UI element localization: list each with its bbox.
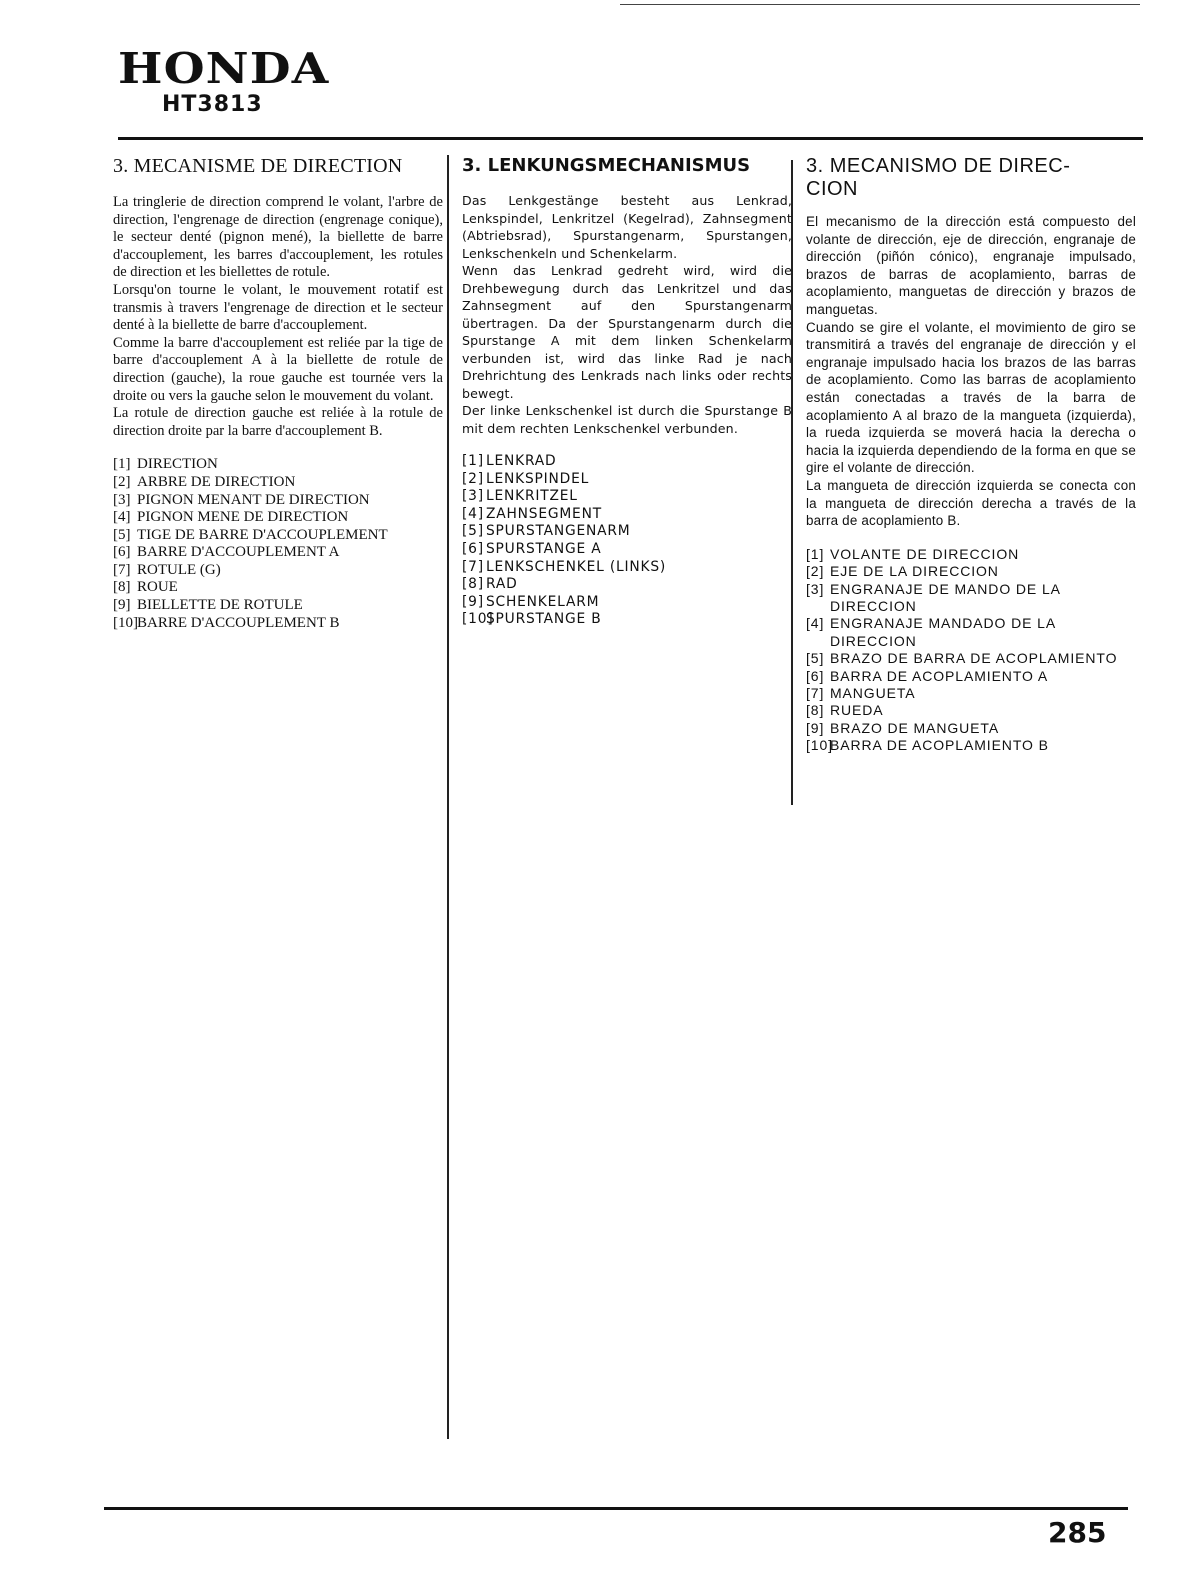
spanish-parts-list <box>806 546 1136 755</box>
list-item: [3] PIGNON MENANT DE DIRECTION <box>113 491 370 508</box>
list-item: [5] BRAZO DE BARRA DE ACOPLAMIENTO <box>806 650 1118 667</box>
german-paragraph-1: Das Lenkgestänge besteht aus Lenkrad, Lenkspindel, Lenkritzel (Kegelrad), Zahnsegment (Abtriebsrad), Spurstangenarm, Spurstangen, Lenkschenkeln und Schenkelarm. <box>462 193 792 261</box>
list-item: [9] BIELLETTE DE ROTULE <box>113 597 303 614</box>
french-title: 3. MECANISME DE DIRECTION <box>113 155 403 177</box>
top-hairline <box>620 4 1140 5</box>
list-item: [2] EJE DE LA DIRECCION <box>806 563 999 580</box>
list-item: [10] BARRA DE ACOPLAMIENTO B <box>806 737 1049 754</box>
footer-rule <box>104 1507 1128 1510</box>
spanish-column <box>806 155 1136 755</box>
list-item: [8] RUEDA <box>806 702 884 719</box>
list-item: [9] BRAZO DE MANGUETA <box>806 719 1000 736</box>
spanish-paragraph-1: El mecanismo de la dirección está compuesto del volante de dirección, eje de dirección, engranaje de dirección (piñón cónico), engranaje impulsado, brazos de barras de acoplamiento, barras de acoplamiento, manguetas de dirección y brazos de manguetas. <box>806 214 1136 317</box>
spanish-paragraph-3: La mangueta de dirección izquierda se conecta con la mangueta de dirección derecha a través de la barra de acoplamiento B. <box>806 477 1136 529</box>
list-item: [4] ENGRANAJE MANDADO DE LA DIRECCION <box>806 615 1056 649</box>
list-item: [7] ROTULE (G) <box>113 561 221 578</box>
list-item: [5] TIGE DE BARRE D'ACCOUPLEMENT <box>113 526 388 543</box>
page-number: 285 <box>1048 1516 1107 1549</box>
list-item: [1] LENKRAD <box>462 453 557 469</box>
german-paragraph-3: Der linke Lenkschenkel ist durch die Spurstange B mit dem rechten Lenkschenkel verbunden. <box>462 403 792 436</box>
model-number: HT3813 <box>162 92 263 117</box>
header-rule <box>118 137 1143 140</box>
list-item: [8] ROUE <box>113 579 178 596</box>
list-item: [1] VOLANTE DE DIRECCION <box>806 545 1020 562</box>
german-column <box>462 155 792 629</box>
german-title: 3. LENKUNGSMECHANISMUS <box>462 155 751 176</box>
list-item: [6] SPURSTANGE A <box>462 540 602 557</box>
list-item: [9] SCHENKELARM <box>462 593 600 610</box>
list-item: [10] BARRE D'ACCOUPLEMENT B <box>113 614 340 631</box>
list-item: [7] MANGUETA <box>806 684 916 701</box>
french-paragraph-2: Lorsqu'on tourne le volant, le mouvement rotatif est transmis à travers l'engrenage de direction et le secteur denté à la biellette de barre d'accouplement. <box>113 281 443 334</box>
list-item: [2] ARBRE DE DIRECTION <box>113 473 296 490</box>
column-divider-1 <box>447 155 449 1439</box>
list-item: [4] ZAHNSEGMENT <box>462 505 602 522</box>
french-column <box>113 155 443 632</box>
list-item: [4] PIGNON MENE DE DIRECTION <box>113 509 349 526</box>
french-paragraph-3: Comme la barre d'accouplement est reliée par la tige de barre d'accouplement A à la biellette de rotule de direction (gauche), la roue gauche est tournée vers la droite ou vers la gauche selon le mouvement du volant. <box>113 334 443 404</box>
list-item: [8] RAD <box>462 576 518 593</box>
spanish-paragraph-2: Cuando se gire el volante, el movimiento de giro se transmitirá a través del engranaje de dirección y el engranaje impulsado hacia los brazos de las barras de acoplamiento. Como las barras de acoplamiento están conectadas a través de la barra de acoplamiento A al brazo de la mangueta (izquierda), la rueda izquierda se moverá hacia la derecha o hacia la izquierda dependiendo de la forma en que se gire el volante de dirección. <box>806 319 1136 476</box>
french-paragraph-1: La tringlerie de direction comprend le volant, l'arbre de direction, l'engrenage de direction (engrenage conique), le secteur denté (pignon mené), la biellette de barre d'accouplement, les barres d'accouplement, les rotules de direction et les biellettes de rotule. <box>113 194 443 281</box>
list-item: [3] LENKRITZEL <box>462 488 578 505</box>
list-item: [2] LENKSPINDEL <box>462 470 590 487</box>
list-item: [10] SPURSTANGE B <box>462 611 602 628</box>
german-paragraph-2: Wenn das Lenkrad gedreht wird, wird die Drehbewegung durch das Lenkritzel und das Zahnsegment auf den Spurstangenarm übertragen. Da der Spurstangenarm durch die Spurstange A mit dem linken Schenkelarm verbunden ist, wird das linke Rad je nach Drehrichtung des Lenkrads nach links oder rechts bewegt. <box>462 263 792 401</box>
list-item: [5] SPURSTANGENARM <box>462 523 631 540</box>
spanish-title: 3. MECANISMO DE DIREC- CION <box>806 155 1071 200</box>
german-parts-list <box>462 453 792 629</box>
french-paragraph-4: La rotule de direction gauche est reliée à la rotule de direction droite par la barre d'accouplement B. <box>113 405 443 439</box>
list-item: [6] BARRA DE ACOPLAMIENTO A <box>806 667 1049 684</box>
list-item: [1] DIRECTION <box>113 456 218 473</box>
list-item: [7] LENKSCHENKEL (LINKS) <box>462 558 667 575</box>
french-parts-list <box>113 456 443 632</box>
list-item: [6] BARRE D'ACCOUPLEMENT A <box>113 544 340 561</box>
honda-logo: HONDA <box>118 44 330 93</box>
list-item: [3] ENGRANAJE DE MANDO DE LA DIRECCION <box>806 580 1061 614</box>
